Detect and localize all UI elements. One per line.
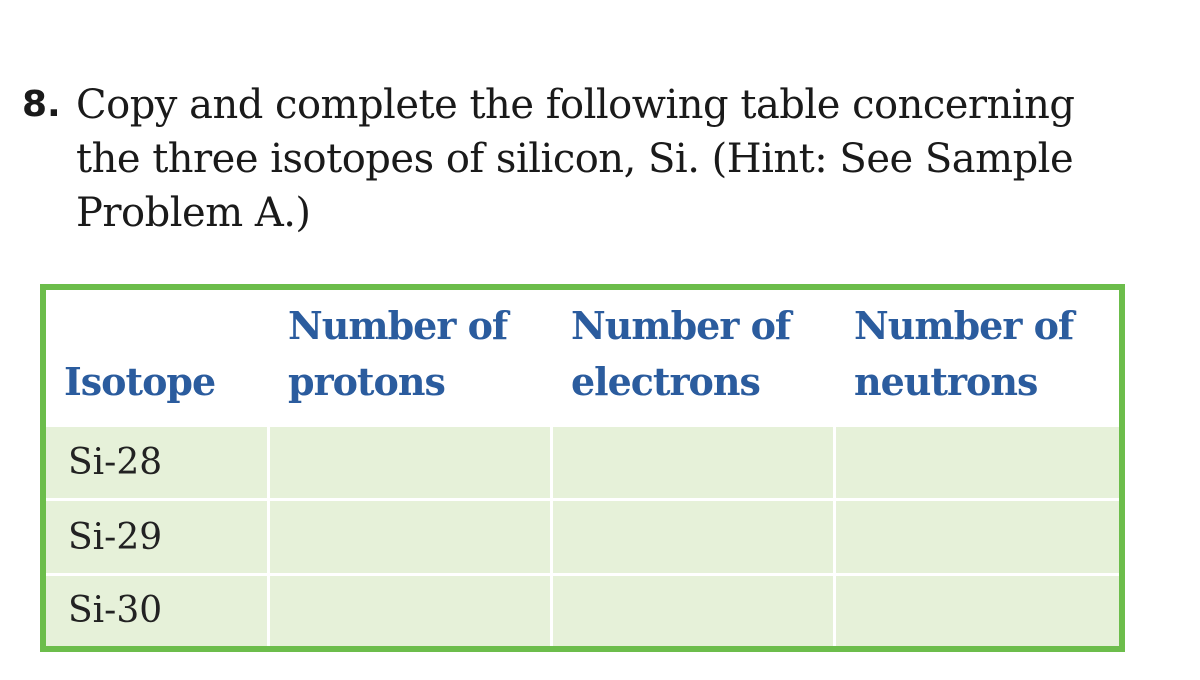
header-protons <box>268 290 551 426</box>
header-electrons-line1: Number of <box>571 303 791 348</box>
isotope-table-frame <box>40 284 1125 652</box>
cell-isotope: Si-30 <box>46 574 268 646</box>
question-number: 8. <box>22 84 61 125</box>
table-row <box>46 500 1119 574</box>
cell-neutrons <box>834 574 1119 646</box>
header-protons-line1: Number of <box>288 303 508 348</box>
header-neutrons-line1: Number of <box>854 303 1074 348</box>
header-isotope <box>46 290 268 426</box>
cell-protons <box>268 426 551 500</box>
cell-neutrons <box>834 500 1119 574</box>
cell-isotope: Si-28 <box>46 426 268 500</box>
cell-electrons <box>551 500 834 574</box>
isotope-table <box>46 290 1119 646</box>
cell-electrons <box>551 574 834 646</box>
table-header-row <box>46 290 1119 426</box>
header-electrons <box>551 290 834 426</box>
cell-protons <box>268 574 551 646</box>
table-row <box>46 426 1119 500</box>
header-electrons-line2: electrons <box>571 359 760 404</box>
cell-isotope: Si-29 <box>46 500 268 574</box>
cell-electrons <box>551 426 834 500</box>
question-text: Copy and complete the following table concerning the three isotopes of silicon, Si. (Hint: See Sample Problem A.) <box>76 82 1075 236</box>
cell-protons <box>268 500 551 574</box>
header-isotope-label: Isotope <box>64 359 216 404</box>
cell-neutrons <box>834 426 1119 500</box>
question-block <box>22 78 1122 240</box>
header-neutrons <box>834 290 1119 426</box>
header-neutrons-line2: neutrons <box>854 359 1038 404</box>
table-row <box>46 574 1119 646</box>
header-protons-line2: protons <box>288 359 445 404</box>
